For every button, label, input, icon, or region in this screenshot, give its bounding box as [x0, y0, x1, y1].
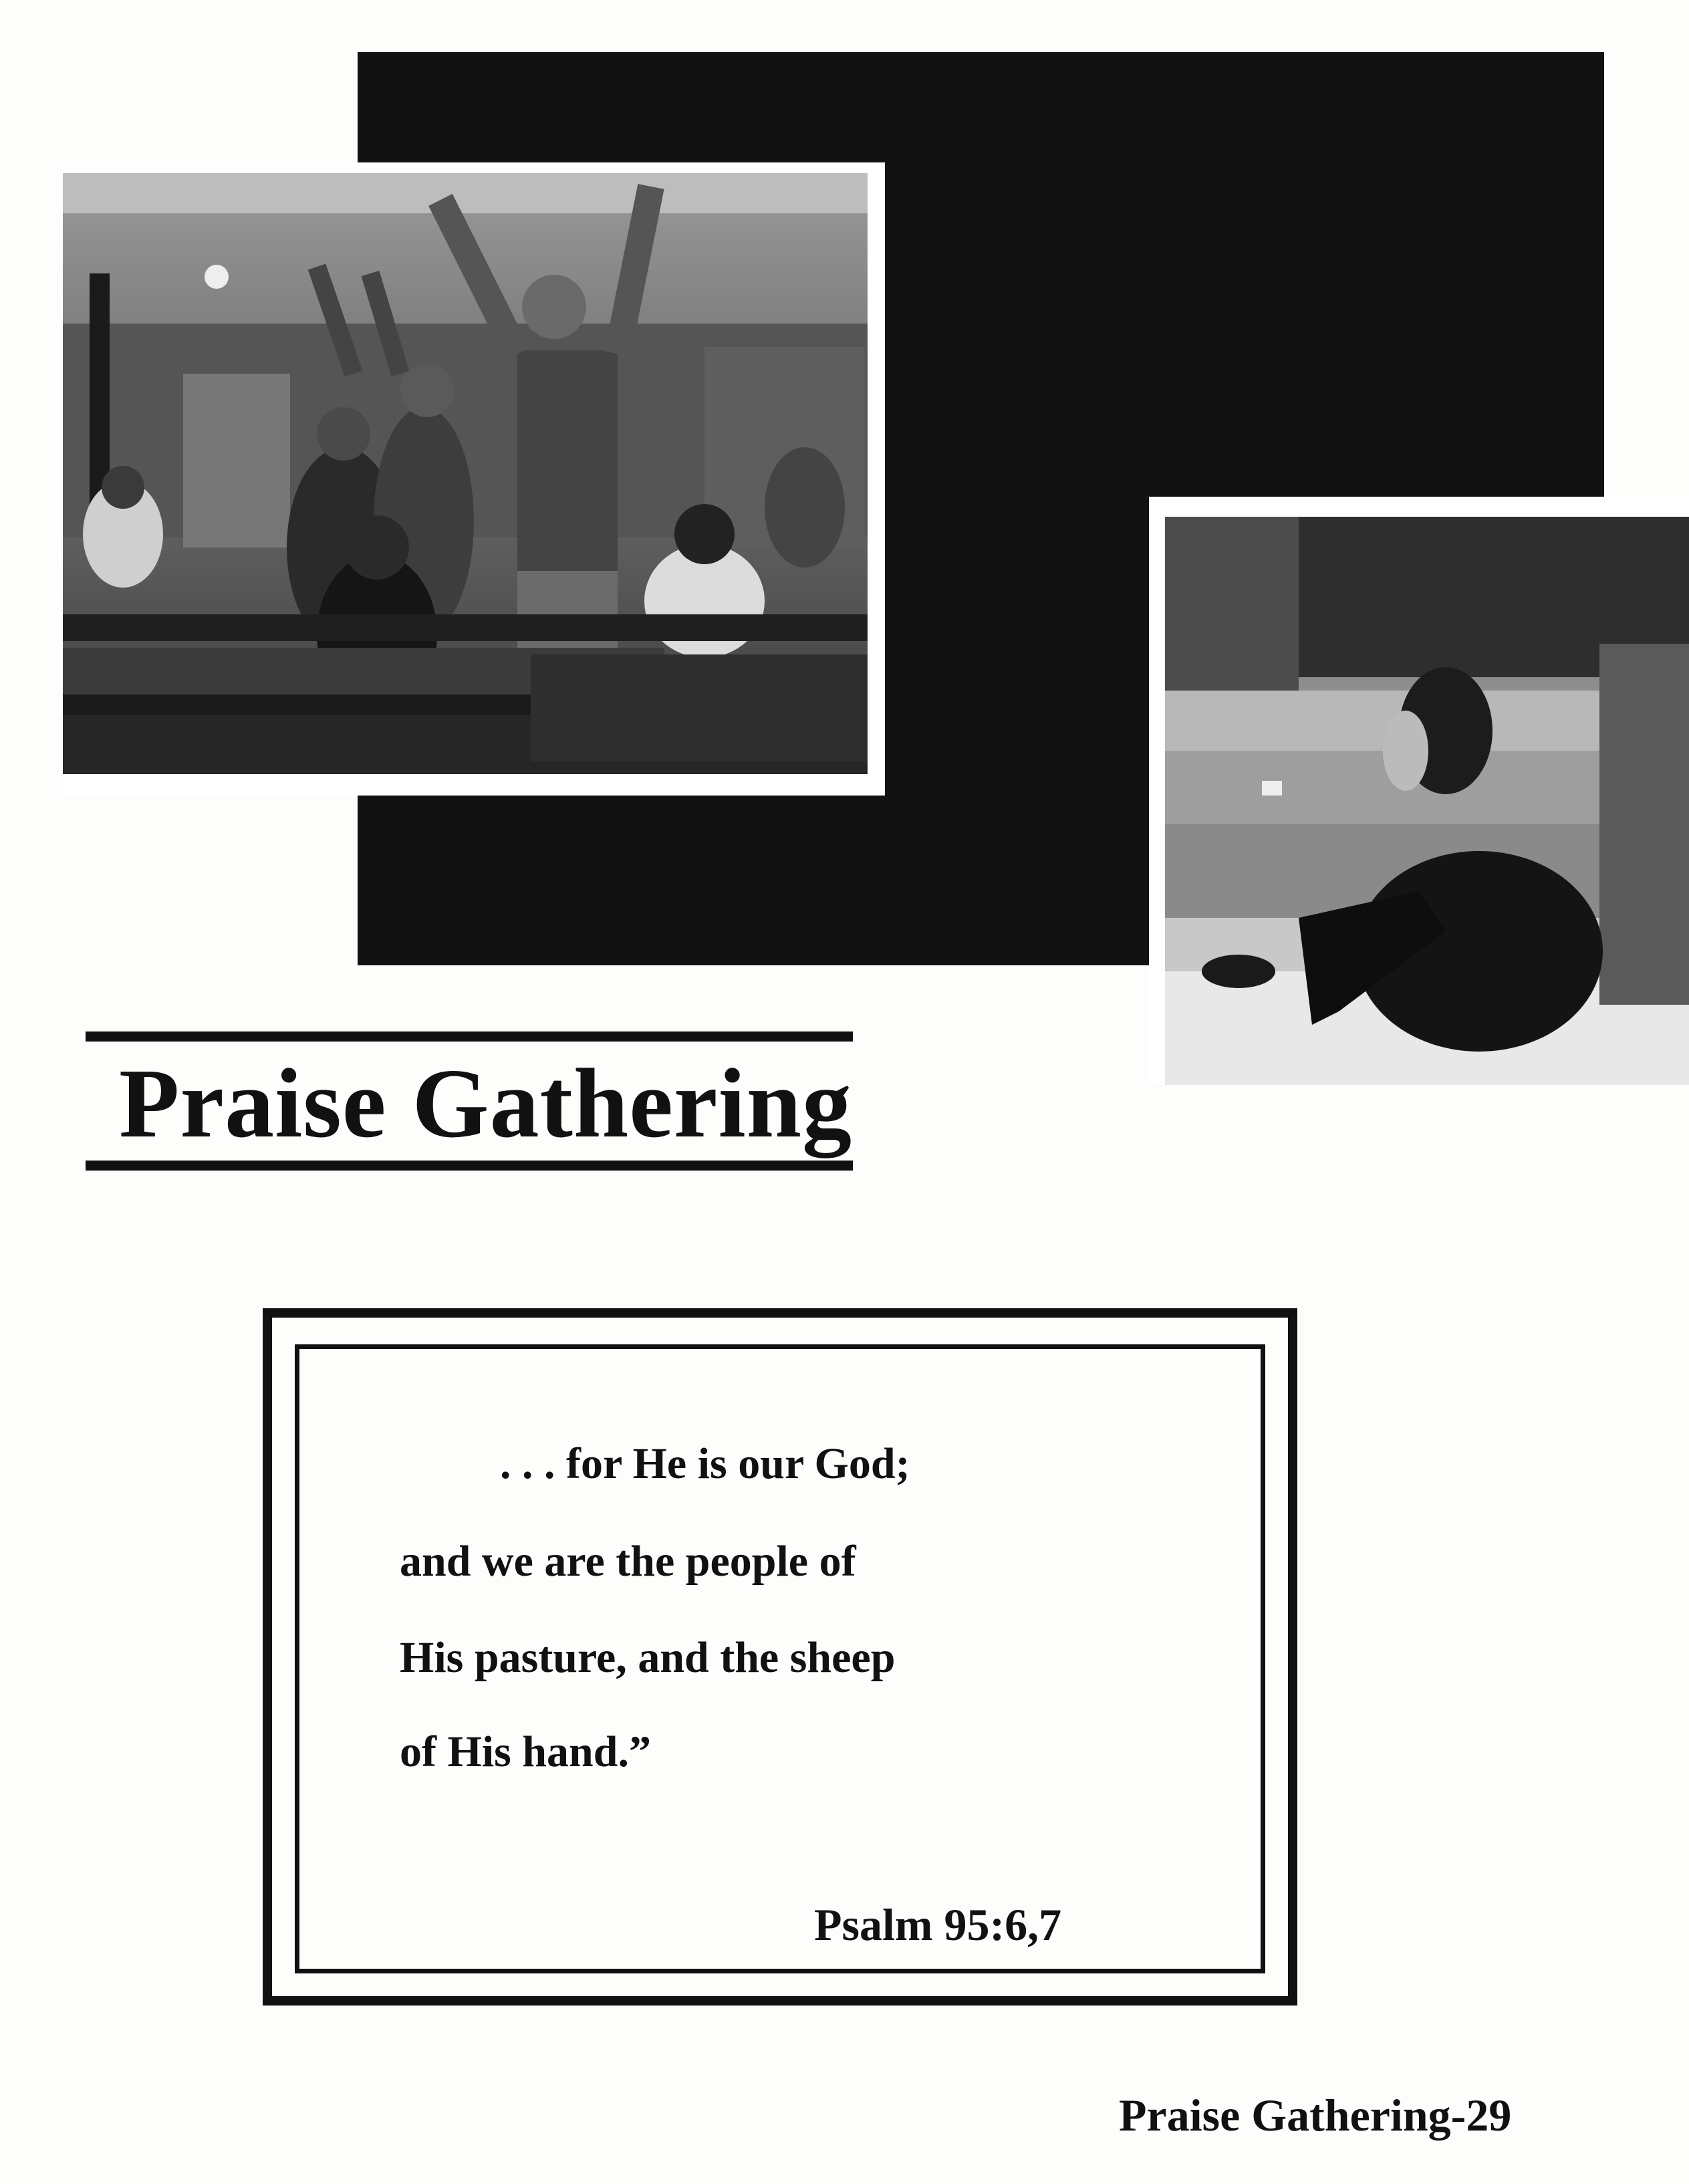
page-title: Praise Gathering: [119, 1049, 853, 1159]
worshippers-photo-image: [63, 173, 868, 774]
photo-worshippers: [63, 162, 885, 796]
heading-top-rule: [86, 1032, 853, 1042]
quote-line: and we are the people of: [400, 1537, 856, 1586]
quote-line: of His hand.”: [400, 1727, 651, 1776]
scripture-citation: Psalm 95:6,7: [814, 1899, 1062, 1950]
scripture-quote-inner-frame: [295, 1344, 1265, 1973]
page-folio: Praise Gathering-29: [1119, 2090, 1512, 2141]
photo-young-man-on-steps: [1149, 497, 1689, 1085]
page-heading: [86, 1032, 853, 1171]
young-man-photo-image: [1165, 517, 1689, 1085]
heading-bottom-rule: [86, 1161, 853, 1171]
quote-line: . . . for He is our God;: [500, 1439, 910, 1488]
quote-line: His pasture, and the sheep: [400, 1633, 896, 1682]
scripture-quote-box: [263, 1308, 1297, 2006]
